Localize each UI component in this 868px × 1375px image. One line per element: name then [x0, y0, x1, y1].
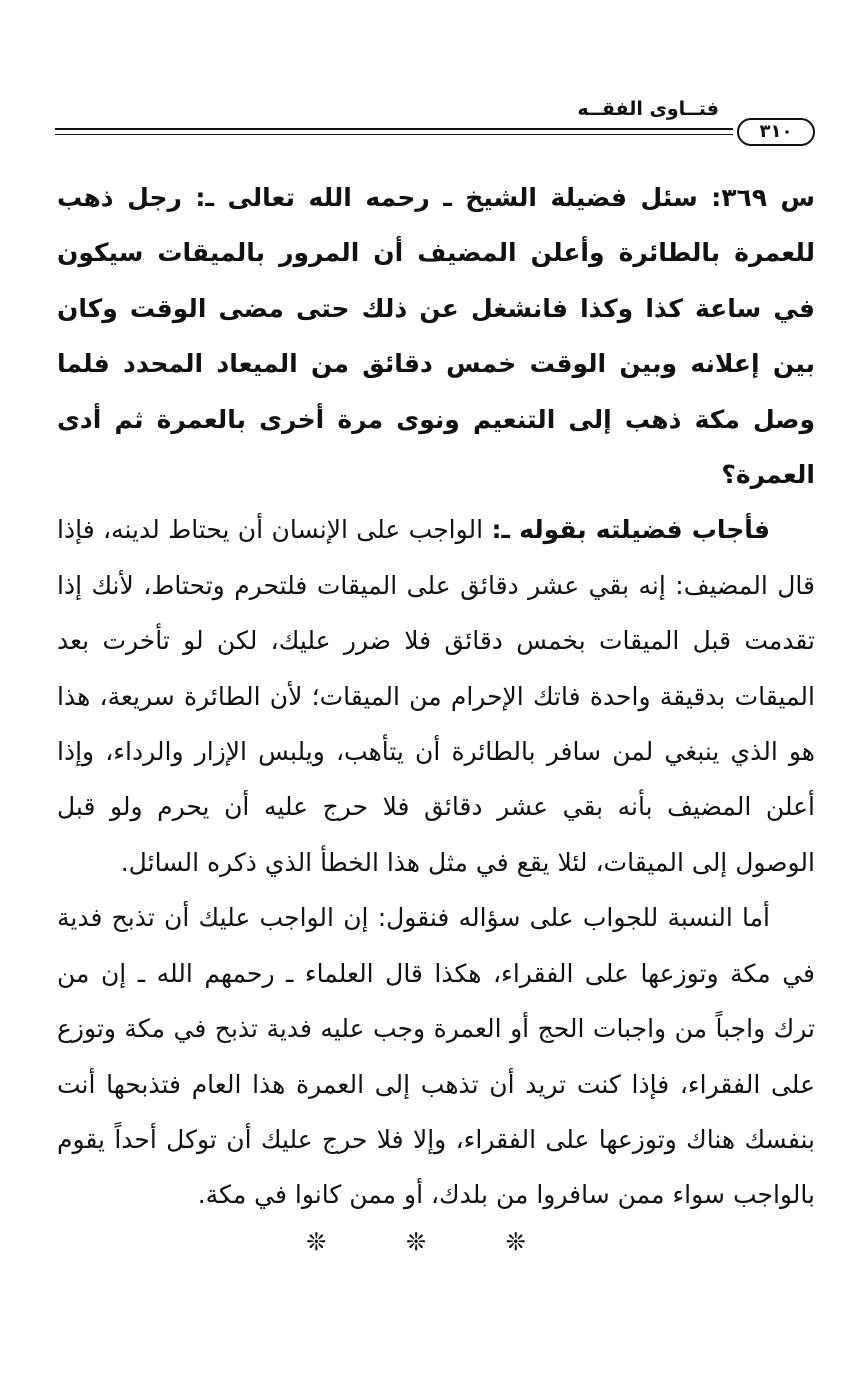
- answer-lead: فأجاب فضيلته بقوله ـ:: [491, 515, 770, 545]
- header-rule-thin: [55, 134, 733, 135]
- main-text: [57, 170, 815, 1223]
- answer-paragraph-2: أما النسبة للجواب على سؤاله فنقول: إن الواجب عليك أن تذبح فدية في مكة وتوزعها على الفقراء، هكذا قال العلماء ـ رحمهم الله ـ إن من ترك واجباً من واجبات الحج أو العمرة وجب عليه فدية تذبح في مكة وتوزع على الفقراء، فإذا كنت تريد أن تذهب إلى العمرة هذا العام فتذبحها أنت بنفسك هناك وتوزعها على الفقراء، وإلا فلا حرج عليك أن توكل أحداً يقوم بالواجب سواء ممن سافروا من بلدك، أو ممن كانوا في مكة.: [57, 903, 815, 1210]
- running-title: فتــاوى الفقــه: [577, 98, 719, 120]
- answer-paragraph: [57, 502, 815, 890]
- question-paragraph: [57, 170, 815, 502]
- answer-text: الواجب على الإنسان أن يحتاط لدينه، فإذا قال المضيف: إنه بقي عشر دقائق على الميقات فلتحرم وتحتاط، لأنك إذا تقدمت قبل الميقات بخمس دقائق فلا ضرر عليك، لكن لو تأخرت بعد الميقات بدقيقة واحدة فاتك الإحرام من الميقات؛ لأن الطائرة سريعة، هذا هو الذي ينبغي لمن سافر بالطائرة أن يتأهب، ويلبس الإزار والرداء، وإذا أعلن المضيف بأنه بقي عشر دقائق فلا حرج عليه أن يحرم ولو قبل الوصول إلى الميقات، لئلا يقع في مثل هذا الخطأ الذي ذكره السائل.: [57, 515, 815, 877]
- section-separator: ❊ ❊ ❊: [306, 1228, 562, 1256]
- page-header: [55, 88, 815, 158]
- page-number: ٣١٠: [737, 118, 815, 146]
- question-text: سئل فضيلة الشيخ ـ رحمه الله تعالى ـ: رجل ذهب للعمرة بالطائرة وأعلن المضيف أن المرور بالميقات سيكون في ساعة كذا وكذا فانشغل عن ذلك حتى مضى الوقت وكان بين إعلانه وبين الوقت خمس دقائق من الميعاد المحدد فلما وصل مكة ذهب إلى التنعيم ونوى مرة أخرى بالعمرة ثم أدى العمرة؟: [57, 183, 815, 490]
- header-rule: [55, 128, 733, 130]
- question-label: س ٣٦٩:: [711, 183, 815, 212]
